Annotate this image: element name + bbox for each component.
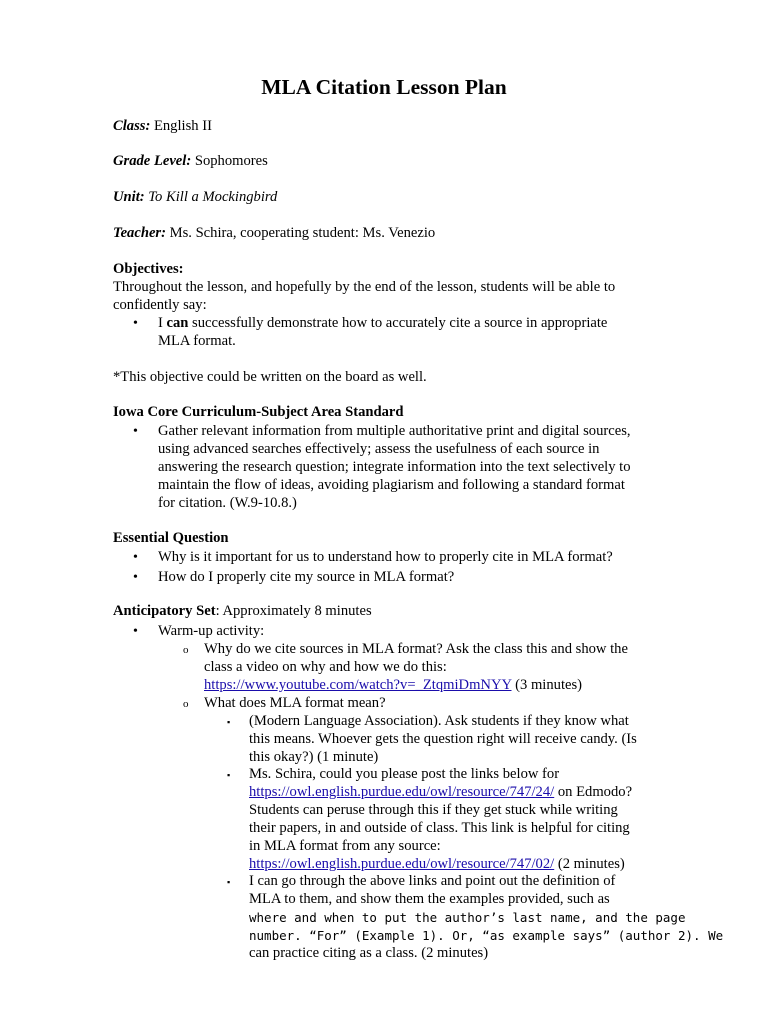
ss2-after-1: on Edmodo?: [554, 784, 633, 800]
standard-line-5: for citation. (W.9-10.8.): [158, 495, 297, 511]
circle-bullet-icon: o: [183, 644, 189, 656]
standard-line-4: maintain the flow of ideas, avoiding plagiarism and following a standard format: [158, 477, 625, 493]
owl-link-24[interactable]: https://owl.english.purdue.edu/owl/resource/747/24/: [249, 784, 555, 800]
ss2-line-2: Students can peruse through this if they get stuck while writing: [249, 802, 618, 818]
objective-i: I: [158, 315, 167, 331]
standard-heading: Iowa Core Curriculum-Subject Area Standard: [113, 404, 404, 420]
ss1-line-3: this okay?) (1 minute): [249, 749, 379, 765]
bullet-icon: •: [133, 316, 138, 331]
objectives-intro-line-1: Throughout the lesson, and hopefully by the end of the lesson, students will be able to: [113, 279, 616, 295]
ss1-line-2: this means. Whoever gets the question right will receive candy. (Is: [249, 731, 637, 747]
class-line: [113, 118, 212, 136]
bullet-icon: •: [133, 624, 138, 639]
grade-label: Grade Level:: [113, 153, 192, 169]
square-bullet-icon: ▪: [227, 877, 231, 887]
square-bullet-icon: ▪: [227, 770, 231, 780]
unit-value: To Kill a Mockingbird: [144, 189, 278, 205]
objectives-heading: Objectives:: [113, 261, 184, 277]
ss3-line-4: number. “For” (Example 1). Or, “as example says” (author 2). We: [249, 928, 724, 943]
ss2-line-4: in MLA format from any source:: [249, 838, 441, 854]
standard-line-1: Gather relevant information from multiple authoritative print and digital sources,: [158, 423, 631, 439]
anticipatory-heading: Anticipatory Set: [113, 603, 216, 619]
teacher-line: [113, 225, 435, 243]
objective-note: *This objective could be written on the board as well.: [113, 369, 427, 385]
bullet-icon: •: [133, 550, 138, 565]
objective-rest-1: successfully demonstrate how to accurately cite a source in appropriate: [188, 315, 608, 331]
sub1-after: (3 minutes): [511, 677, 583, 693]
standard-line-3: answering the research question; integrate information into the text selectively to: [158, 459, 631, 475]
teacher-label: Teacher:: [113, 225, 166, 241]
standard-line-2: using advanced searches effectively; assess the usefulness of each source in: [158, 441, 600, 457]
ss3-line-1: I can go through the above links and point out the definition of: [249, 873, 616, 889]
ss2-line-3: their papers, in and outside of class. This link is helpful for citing: [249, 820, 630, 836]
page-title: MLA Citation Lesson Plan: [261, 75, 507, 99]
ss2-link-line-2: [249, 856, 659, 874]
ss3-line-5: can practice citing as a class. (2 minutes): [249, 945, 489, 961]
grade-line: [113, 153, 268, 171]
objective-bullet: [158, 315, 658, 333]
grade-value: Sophomores: [191, 153, 268, 169]
owl-link-02[interactable]: https://owl.english.purdue.edu/owl/resource/747/02/: [249, 856, 555, 872]
anticipatory-duration: : Approximately 8 minutes: [215, 603, 372, 619]
circle-bullet-icon: o: [183, 698, 189, 710]
sub2-text: What does MLA format mean?: [204, 695, 386, 711]
sub1-line-1: Why do we cite sources in MLA format? Ask the class this and show the: [204, 641, 628, 657]
unit-line: [113, 189, 277, 207]
objectives-intro-line-2: confidently say:: [113, 297, 207, 313]
ss3-line-2: MLA to them, and show them the examples provided, such as: [249, 891, 610, 907]
youtube-link[interactable]: https://www.youtube.com/watch?v=_ZtqmiDmNYY: [204, 677, 512, 693]
ss2-after-2: (2 minutes): [554, 856, 625, 872]
sub1-line-2: class a video on why and how we do this:: [204, 659, 447, 675]
bullet-icon: •: [133, 424, 138, 439]
unit-label: Unit:: [113, 189, 145, 205]
warmup-label: Warm-up activity:: [158, 623, 265, 639]
essential-heading: Essential Question: [113, 530, 229, 546]
ss3-line-3: where and when to put the author’s last name, and the page: [249, 910, 686, 925]
objective-can: can: [166, 315, 189, 331]
teacher-value: Ms. Schira, cooperating student: Ms. Venezio: [165, 225, 436, 241]
square-bullet-icon: ▪: [227, 717, 231, 727]
essential-question-1: Why is it important for us to understand how to properly cite in MLA format?: [158, 549, 613, 565]
class-label: Class:: [113, 118, 151, 134]
objective-rest-2: MLA format.: [158, 333, 236, 349]
class-value: English II: [150, 118, 212, 134]
essential-question-2: How do I properly cite my source in MLA format?: [158, 569, 455, 585]
ss2-line-1: Ms. Schira, could you please post the links below for: [249, 766, 560, 782]
ss1-line-1: (Modern Language Association). Ask students if they know what: [249, 713, 629, 729]
bullet-icon: •: [133, 570, 138, 585]
anticipatory-heading-line: [113, 603, 372, 621]
ss2-link-line-1: [249, 784, 659, 802]
sub1-link-line: [204, 677, 654, 695]
